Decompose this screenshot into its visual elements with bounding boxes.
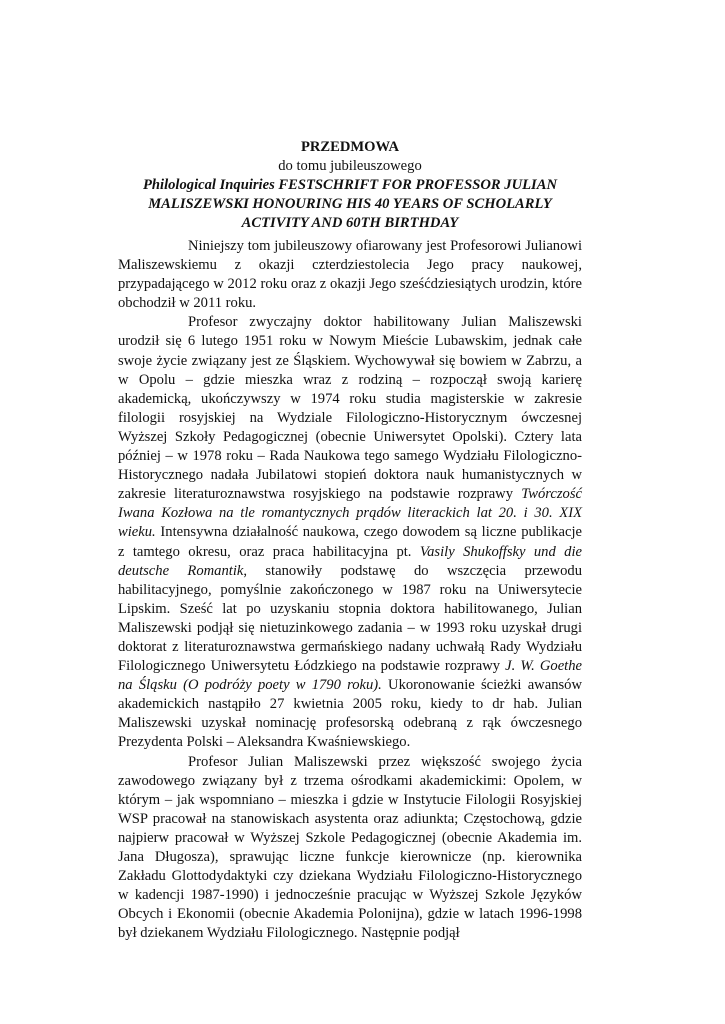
document-body (118, 237, 582, 943)
paragraph-biography (118, 313, 582, 752)
biography-text-4: Ukoronowanie ścieżki awansów akademickich nastąpiło 27 kwietnia 2005 roku, kiedy to dr hab. Julian Maliszewski uzyskał nominację profesorską odebraną z rąk ówczesnego Prezydenta Polski – Aleksandra Kwaśniewskiego. (118, 677, 583, 751)
festschrift-title-line-1: Philological Inquiries FESTSCHRIFT FOR PROFESSOR JULIAN (143, 177, 557, 193)
paragraph-career: Profesor Julian Maliszewski przez większość swojego życia zawodowego związany był z trzema ośrodkami akademickimi: Opolem, w którym – jak wspomniano – mieszka i gdzie w Instytucie Filologii Rosyjskiej WSP pracował na stanowiskach asystenta oraz adiunkta; Częstochową, gdzie najpierw pracował w Wyższej Szkole Pedagogicznej (obecnie Akademia im. Jana Długosza), sprawując liczne funkcje kierownicze (np. kierownika Zakładu Glottodydaktyki czy dziekana Wydziału Filologiczno-Historycznego w kadencji 1987-1990) i jednocześnie pracując w Wyższej Szkole Języków Obcych i Ekonomii (obecnie Akademia Polonijna), gdzie w latach 1996-1998 był dziekanem Wydziału Filologicznego. Następnie podjął (118, 753, 582, 942)
document-header (118, 138, 582, 233)
habilitation-title: Vasily Shukoffsky und die deutsche Romantik (118, 543, 582, 579)
biography-text-1: Profesor zwyczajny doktor habilitowany Julian Maliszewski urodził się 6 lutego 1951 roku w Nowym Mieście Lubawskim, jednak całe swoje życie związany jest ze Śląskiem. Wychowywał się bowiem w Zabrzu, a w Opolu – gdzie mieszka wraz z rodziną – rozpoczął swoją karierę akademicką, ukończywszy w 1974 roku studia magisterskie w zakresie filologii rosyjskiej na Wydziale Filologiczno-Historycznym ówczesnej Wyższej Szkoły Pedagogicznej (obecnie Uniwersytet Opolski). Cztery lata później – w 1978 roku – Rada Naukowa tego samego Wydziału Filologiczno-Historycznego nadała Jubilatowi stopień doktora nauk humanistycznych w zakresie literaturoznawstwa rosyjskiego na podstawie rozprawy (118, 314, 582, 503)
page-subtitle: do tomu jubileuszowego (278, 158, 422, 174)
second-dissertation-title: J. W. Goethe na Śląsku (O podróży poety w 1790 roku). (118, 658, 582, 694)
festschrift-title-line-2: MALISZEWSKI HONOURING HIS 40 YEARS OF SCHOLARLY (148, 196, 552, 212)
festschrift-title-line-3: ACTIVITY AND 60TH BIRTHDAY (241, 215, 459, 231)
dissertation-title: Twórczość Iwana Kozłowa na tle romantycznych prądów literackich lat 20. i 30. XIX wieku. (118, 486, 582, 541)
biography-text-3: , stanowiły podstawę do wszczęcia przewodu habilitacyjnego, pomyślnie zakończonego w 1987 roku na Uniwersytecie Lipskim. Sześć lat po uzyskaniu stopnia doktora habilitowanego, Julian Maliszewski podjął się nietuzinkowego zadania – w 1993 roku uzyskał drugi doktorat z literaturoznawstwa germańskiego nadany uchwałą Rady Wydziału Filologicznego Uniwersytetu Łódzkiego na podstawie rozprawy (118, 562, 582, 675)
page-title: PRZEDMOWA (300, 139, 400, 155)
biography-text-2: Intensywna działalność naukowa, czego dowodem są liczne publikacje z tamtego okresu, oraz praca habilitacyjna pt. (118, 524, 582, 560)
paragraph-dedication: Niniejszy tom jubileuszowy ofiarowany jest Profesorowi Julianowi Maliszewskiemu z okazji czterdziestolecia Jego pracy naukowej, przypadającego w 2012 roku oraz z okazji Jego sześćdziesiątych urodzin, które obchodził w 2011 roku. (118, 238, 582, 312)
